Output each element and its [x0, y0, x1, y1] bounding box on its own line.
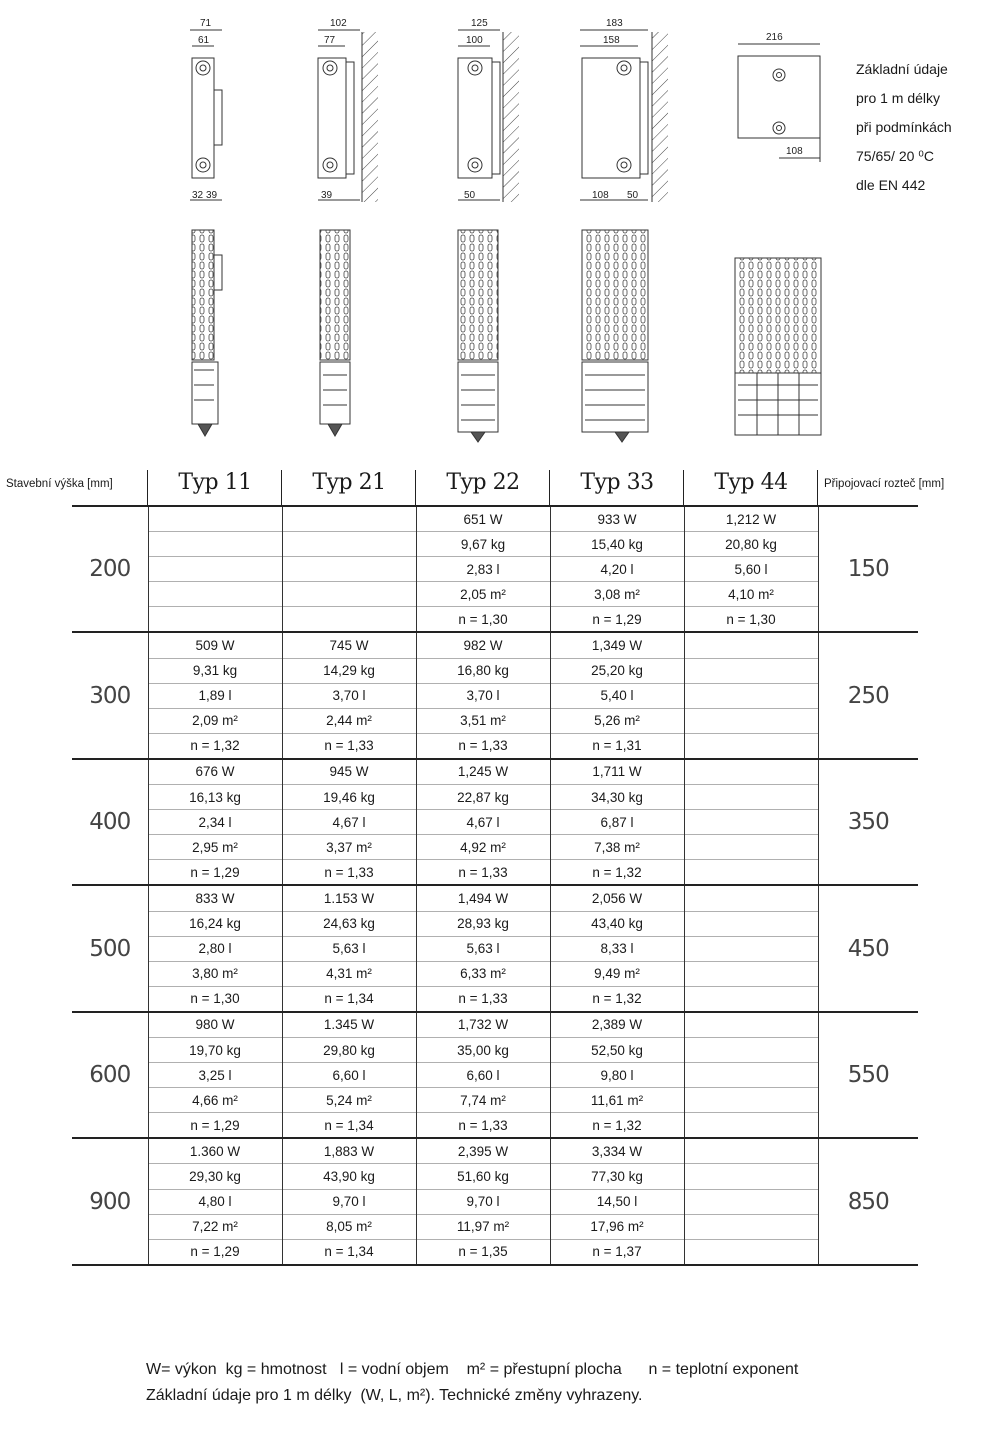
spec-cell	[684, 708, 818, 733]
spec-cell: 3,37 m²	[282, 835, 416, 860]
table-row	[72, 759, 918, 785]
spec-cell: 4,31 m²	[282, 961, 416, 986]
svg-text:61: 61	[198, 35, 210, 46]
spec-cell: 745 W	[282, 632, 416, 658]
spec-cell	[684, 986, 818, 1012]
spec-cell: n = 1,30	[416, 607, 550, 633]
spec-cell: n = 1,29	[148, 1113, 282, 1139]
height-value: 300	[72, 632, 148, 758]
spec-cell: n = 1,33	[416, 986, 550, 1012]
table-row	[72, 1088, 918, 1113]
spec-cell: 3,334 W	[550, 1138, 684, 1164]
spec-cell: n = 1,33	[416, 860, 550, 886]
spec-cell	[684, 936, 818, 961]
spec-cell: 6,33 m²	[416, 961, 550, 986]
svg-text:125: 125	[471, 18, 488, 29]
spec-cell: 11,97 m²	[416, 1214, 550, 1239]
spec-cell	[148, 582, 282, 607]
radiator-spec-table	[72, 505, 918, 1266]
type21-section-drawing	[320, 230, 350, 436]
table-row	[72, 1012, 918, 1038]
spec-cell: 9,70 l	[416, 1189, 550, 1214]
table-row	[72, 532, 918, 557]
spec-cell: n = 1,30	[148, 986, 282, 1012]
spec-cell	[684, 658, 818, 683]
height-value: 500	[72, 885, 148, 1011]
spec-cell: 1.153 W	[282, 885, 416, 911]
spec-cell: 5,63 l	[282, 936, 416, 961]
spec-cell: 29,30 kg	[148, 1164, 282, 1189]
spec-cell	[684, 1214, 818, 1239]
table-row	[72, 835, 918, 860]
type22-front-drawing	[458, 18, 519, 202]
spec-cell: 2,05 m²	[416, 582, 550, 607]
spec-cell	[684, 1063, 818, 1088]
basic-info-line: pro 1 m délky	[856, 90, 941, 106]
spec-cell: 3,70 l	[282, 683, 416, 708]
table-row	[72, 986, 918, 1012]
spec-cell: 2,056 W	[550, 885, 684, 911]
spec-cell: 9,80 l	[550, 1063, 684, 1088]
spec-cell: 1,89 l	[148, 683, 282, 708]
table-row	[72, 582, 918, 607]
table-row	[72, 632, 918, 658]
spec-cell: 20,80 kg	[684, 532, 818, 557]
spec-cell: 51,60 kg	[416, 1164, 550, 1189]
spec-cell	[148, 532, 282, 557]
spec-cell: n = 1,33	[282, 860, 416, 886]
spec-cell	[684, 683, 818, 708]
spec-cell	[684, 733, 818, 759]
height-value: 200	[72, 506, 148, 632]
spec-cell	[684, 632, 818, 658]
table-row	[72, 785, 918, 810]
spec-cell: n = 1,32	[148, 733, 282, 759]
type44-top-drawing	[738, 32, 820, 162]
spec-cell: 43,90 kg	[282, 1164, 416, 1189]
spec-cell: 8,05 m²	[282, 1214, 416, 1239]
spec-cell: 4,66 m²	[148, 1088, 282, 1113]
spec-cell	[148, 607, 282, 633]
table-row	[72, 1138, 918, 1164]
spec-cell: 24,63 kg	[282, 911, 416, 936]
spec-cell: 4,67 l	[416, 810, 550, 835]
table-row	[72, 607, 918, 633]
spec-cell	[684, 1012, 818, 1038]
svg-text:71: 71	[200, 18, 212, 29]
type11-section-drawing	[192, 230, 222, 436]
table-row	[72, 506, 918, 532]
spec-cell: 6,60 l	[282, 1063, 416, 1088]
legend-line: Základní údaje pro 1 m délky (W, L, m²). Technické změny vyhrazeny.	[146, 1387, 643, 1404]
spec-cell: 15,40 kg	[550, 532, 684, 557]
spec-cell: 16,24 kg	[148, 911, 282, 936]
table-row	[72, 557, 918, 582]
spec-cell: n = 1,34	[282, 986, 416, 1012]
spec-cell	[684, 1189, 818, 1214]
spec-cell: n = 1,32	[550, 860, 684, 886]
spec-cell: 35,00 kg	[416, 1037, 550, 1062]
table-row	[72, 1164, 918, 1189]
svg-text:50: 50	[464, 190, 476, 201]
spec-cell: 982 W	[416, 632, 550, 658]
spec-cell: 14,50 l	[550, 1189, 684, 1214]
spec-cell: 9,70 l	[282, 1189, 416, 1214]
spacing-column-label: Připojovací rozteč [mm]	[824, 478, 945, 490]
spec-cell: n = 1,34	[282, 1239, 416, 1265]
spec-cell: 43,40 kg	[550, 911, 684, 936]
table-row	[72, 658, 918, 683]
type-header: Typ 22	[446, 470, 520, 495]
spec-cell: 2,34 l	[148, 810, 282, 835]
spec-cell	[684, 1138, 818, 1164]
spec-cell: 7,74 m²	[416, 1088, 550, 1113]
spec-cell: 7,22 m²	[148, 1214, 282, 1239]
spec-cell: 2,95 m²	[148, 835, 282, 860]
spec-cell: 945 W	[282, 759, 416, 785]
spec-cell: n = 1,30	[684, 607, 818, 633]
svg-text:158: 158	[603, 35, 620, 46]
spec-cell: 3,70 l	[416, 683, 550, 708]
spec-cell: n = 1,29	[148, 1239, 282, 1265]
spec-cell: n = 1,29	[550, 607, 684, 633]
spec-cell: 52,50 kg	[550, 1037, 684, 1062]
height-value: 900	[72, 1138, 148, 1264]
spec-cell	[282, 557, 416, 582]
spacing-value: 250	[818, 632, 918, 758]
spec-cell: n = 1,34	[282, 1113, 416, 1139]
spec-cell: 509 W	[148, 632, 282, 658]
legend-footer	[146, 1357, 798, 1409]
spec-cell: n = 1,29	[148, 860, 282, 886]
spec-cell: n = 1,32	[550, 986, 684, 1012]
basic-info-line: 75/65/ 20 ⁰C	[856, 148, 934, 164]
spec-cell: 6,87 l	[550, 810, 684, 835]
spec-cell: 1,732 W	[416, 1012, 550, 1038]
spec-cell	[684, 1239, 818, 1265]
spec-cell	[282, 506, 416, 532]
type-header: Typ 11	[178, 470, 252, 495]
svg-text:108: 108	[786, 146, 803, 157]
spacing-value: 450	[818, 885, 918, 1011]
type33-section-drawing	[582, 230, 648, 442]
spec-cell: 16,13 kg	[148, 785, 282, 810]
spec-cell	[684, 1088, 818, 1113]
spec-cell: 5,40 l	[550, 683, 684, 708]
spec-cell: 2,389 W	[550, 1012, 684, 1038]
spec-cell: 22,87 kg	[416, 785, 550, 810]
spec-cell	[282, 532, 416, 557]
spec-cell: 3,08 m²	[550, 582, 684, 607]
table-row	[72, 1113, 918, 1139]
basic-info-line: při podmínkách	[856, 119, 952, 135]
table-row	[72, 911, 918, 936]
table-row	[72, 1189, 918, 1214]
spec-cell: 1,245 W	[416, 759, 550, 785]
spec-cell: 2,44 m²	[282, 708, 416, 733]
spec-cell: 933 W	[550, 506, 684, 532]
type44-section-drawing	[735, 258, 821, 435]
spec-cell: 9,31 kg	[148, 658, 282, 683]
table-row	[72, 683, 918, 708]
table-row	[72, 1037, 918, 1062]
type33-front-drawing	[580, 18, 668, 202]
spec-cell: 1,883 W	[282, 1138, 416, 1164]
spec-cell: 77,30 kg	[550, 1164, 684, 1189]
type-header: Typ 44	[714, 470, 788, 495]
svg-text:77: 77	[324, 35, 336, 46]
spec-cell: 5,26 m²	[550, 708, 684, 733]
spec-cell: 3,25 l	[148, 1063, 282, 1088]
spec-cell: n = 1,33	[282, 733, 416, 759]
spec-cell: 9,67 kg	[416, 532, 550, 557]
spec-cell: 14,29 kg	[282, 658, 416, 683]
spec-cell: 2,09 m²	[148, 708, 282, 733]
table-row	[72, 1214, 918, 1239]
spec-cell	[148, 506, 282, 532]
spec-cell: 3,51 m²	[416, 708, 550, 733]
spec-cell: 8,33 l	[550, 936, 684, 961]
spec-cell: 9,49 m²	[550, 961, 684, 986]
spec-cell: 1,212 W	[684, 506, 818, 532]
svg-text:50: 50	[627, 190, 639, 201]
spec-cell: 4,92 m²	[416, 835, 550, 860]
basic-info-line: dle EN 442	[856, 177, 926, 193]
spec-cell	[684, 860, 818, 886]
svg-text:183: 183	[606, 18, 623, 29]
table-row	[72, 810, 918, 835]
spec-cell: 28,93 kg	[416, 911, 550, 936]
spec-cell: 17,96 m²	[550, 1214, 684, 1239]
height-value: 600	[72, 1012, 148, 1138]
svg-text:39: 39	[321, 190, 333, 201]
spec-cell: 5,60 l	[684, 557, 818, 582]
spec-cell	[282, 607, 416, 633]
svg-text:108: 108	[592, 190, 609, 201]
spec-cell: 1,494 W	[416, 885, 550, 911]
spacing-value: 150	[818, 506, 918, 632]
spec-cell	[684, 785, 818, 810]
svg-text:102: 102	[330, 18, 347, 29]
table-row	[72, 961, 918, 986]
spec-cell	[684, 1164, 818, 1189]
svg-text:216: 216	[766, 32, 783, 43]
spec-cell: 5,63 l	[416, 936, 550, 961]
spec-cell	[684, 1113, 818, 1139]
svg-text:32: 32	[192, 190, 204, 201]
spec-cell: 980 W	[148, 1012, 282, 1038]
table-row	[72, 885, 918, 911]
spec-cell	[684, 759, 818, 785]
spec-cell: 4,20 l	[550, 557, 684, 582]
spec-cell: 16,80 kg	[416, 658, 550, 683]
spec-cell: 1.345 W	[282, 1012, 416, 1038]
radiator-drawings	[0, 0, 1000, 450]
spacing-value: 350	[818, 759, 918, 885]
spec-cell: 25,20 kg	[550, 658, 684, 683]
spec-cell	[684, 961, 818, 986]
spec-cell: 4,80 l	[148, 1189, 282, 1214]
table-row	[72, 1239, 918, 1265]
spec-cell: n = 1,33	[416, 733, 550, 759]
spec-cell	[684, 810, 818, 835]
spec-cell: 676 W	[148, 759, 282, 785]
type21-front-drawing	[318, 18, 378, 202]
type-header: Typ 33	[580, 470, 654, 495]
legend-line: W= výkon kg = hmotnost l = vodní objem m² = přestupní plocha n = teplotní exponent	[146, 1361, 799, 1378]
table-row	[72, 708, 918, 733]
spec-cell: 2,80 l	[148, 936, 282, 961]
spec-cell	[282, 582, 416, 607]
type11-front-drawing	[190, 18, 222, 201]
spec-cell: n = 1,33	[416, 1113, 550, 1139]
spec-cell	[148, 557, 282, 582]
spec-cell: 1.360 W	[148, 1138, 282, 1164]
height-column-label: Stavební výška [mm]	[6, 478, 113, 490]
spec-cell: 11,61 m²	[550, 1088, 684, 1113]
spec-cell: 1,711 W	[550, 759, 684, 785]
spacing-value: 850	[818, 1138, 918, 1264]
svg-text:39: 39	[206, 190, 218, 201]
spec-cell: n = 1,32	[550, 1113, 684, 1139]
spec-cell: 34,30 kg	[550, 785, 684, 810]
table-row	[72, 733, 918, 759]
spec-cell: n = 1,37	[550, 1239, 684, 1265]
svg-text:100: 100	[466, 35, 483, 46]
spec-cell: 4,10 m²	[684, 582, 818, 607]
type-header: Typ 21	[312, 470, 386, 495]
table-row	[72, 1063, 918, 1088]
table-row	[72, 936, 918, 961]
table-row	[72, 860, 918, 886]
spec-cell: 5,24 m²	[282, 1088, 416, 1113]
height-value: 400	[72, 759, 148, 885]
spec-cell	[684, 885, 818, 911]
spec-cell: 651 W	[416, 506, 550, 532]
spec-cell: 3,80 m²	[148, 961, 282, 986]
spec-cell: 833 W	[148, 885, 282, 911]
spec-cell: 29,80 kg	[282, 1037, 416, 1062]
spec-cell: 6,60 l	[416, 1063, 550, 1088]
spec-cell	[684, 835, 818, 860]
spec-cell	[684, 1037, 818, 1062]
spec-cell: n = 1,31	[550, 733, 684, 759]
spec-cell: 2,395 W	[416, 1138, 550, 1164]
spec-cell: n = 1,35	[416, 1239, 550, 1265]
spec-cell: 7,38 m²	[550, 835, 684, 860]
type22-section-drawing	[458, 230, 498, 442]
basic-info-note	[856, 55, 952, 200]
spec-cell: 2,83 l	[416, 557, 550, 582]
spec-cell: 1,349 W	[550, 632, 684, 658]
basic-info-line: Základní údaje	[856, 61, 948, 77]
spec-cell: 4,67 l	[282, 810, 416, 835]
spec-cell: 19,46 kg	[282, 785, 416, 810]
spacing-value: 550	[818, 1012, 918, 1138]
spec-cell	[684, 911, 818, 936]
spec-cell: 19,70 kg	[148, 1037, 282, 1062]
